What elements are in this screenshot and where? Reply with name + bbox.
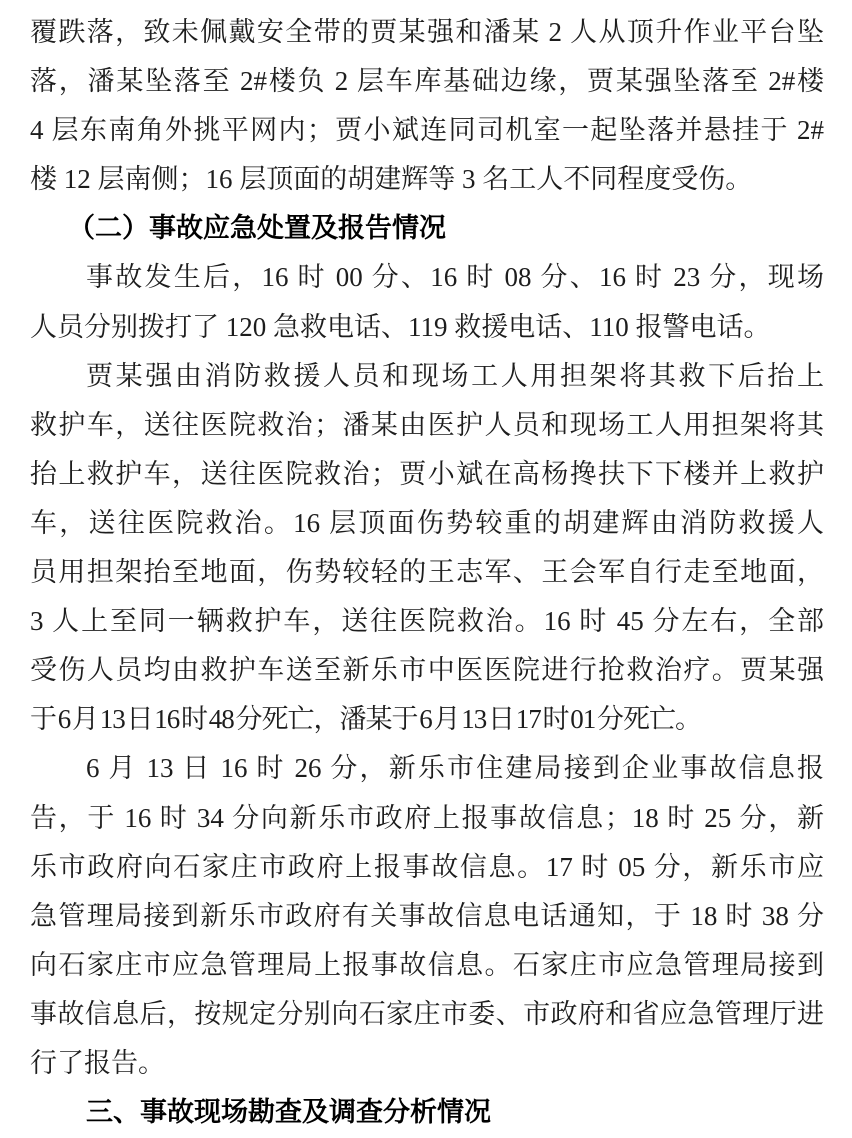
text-line: 员用担架抬至地面，伤势较轻的王志军、王会军自行走至地面， (30, 557, 824, 588)
text-line: 于 6 月 13 日 16 时 48 分死亡，潘某于 6 月 13 日 17 时 01 分死亡。 (30, 704, 701, 735)
text-line: 向石家庄市应急管理局上报事故信息。石家庄市应急管理局接到 (30, 949, 824, 980)
section-heading-2: （二）事故应急处置及报告情况 (68, 213, 446, 244)
text-line: 车，送往医院救治。16 层顶面伤势较重的胡建辉由消防救援人 (30, 507, 824, 538)
text-line: 3 人上至同一辆救护车，送往医院救治。16 时 45 分左右，全部 (30, 606, 824, 637)
text-line: 急管理局接到新乐市政府有关事故信息电话通知，于 18 时 38 分 (30, 900, 824, 931)
text-line: 落，潘某坠落至 2#楼负 2 层车库基础边缘，贾某强坠落至 2#楼 (30, 66, 824, 97)
section-heading-3: 三、事故现场勘查及调查分析情况 (86, 1097, 491, 1128)
text-line: 抬上救护车，送往医院救治；贾小斌在高杨搀扶下下楼并上救护 (30, 458, 824, 489)
text-line: 受伤人员均由救护车送至新乐市中医医院进行抢救治疗。贾某强 (30, 655, 824, 686)
text-line: 覆跌落，致未佩戴安全带的贾某强和潘某 2 人从顶升作业平台坠 (30, 17, 824, 47)
text-line: 贾某强由消防救援人员和现场工人用担架将其救下后抬上 (86, 360, 824, 391)
text-line: 楼 12 层南侧；16 层顶面的胡建辉等 3 名工人不同程度受伤。 (30, 164, 753, 195)
text-line: 4 层东南角外挑平网内；贾小斌连同司机室一起坠落并悬挂于 2# (30, 115, 824, 146)
text-line: 事故发生后，16 时 00 分、16 时 08 分、16 时 23 分，现场 (86, 262, 824, 293)
text-line: 救护车，送往医院救治；潘某由医护人员和现场工人用担架将其 (30, 409, 824, 440)
text-line: 行了报告。 (30, 1047, 165, 1078)
text-line: 乐市政府向石家庄市政府上报事故信息。17 时 05 分，新乐市应 (30, 851, 824, 882)
text-line: 告，于 16 时 34 分向新乐市政府上报事故信息；18 时 25 分，新 (30, 802, 824, 833)
text-line: 6 月 13 日 16 时 26 分，新乐市住建局接到企业事故信息报 (86, 753, 824, 784)
text-line: 人员分别拨打了 120 急救电话、119 救援电话、110 报警电话。 (30, 311, 771, 342)
text-line: 事故信息后，按规定分别向石家庄市委、市政府和省应急管理厅进 (30, 998, 824, 1029)
